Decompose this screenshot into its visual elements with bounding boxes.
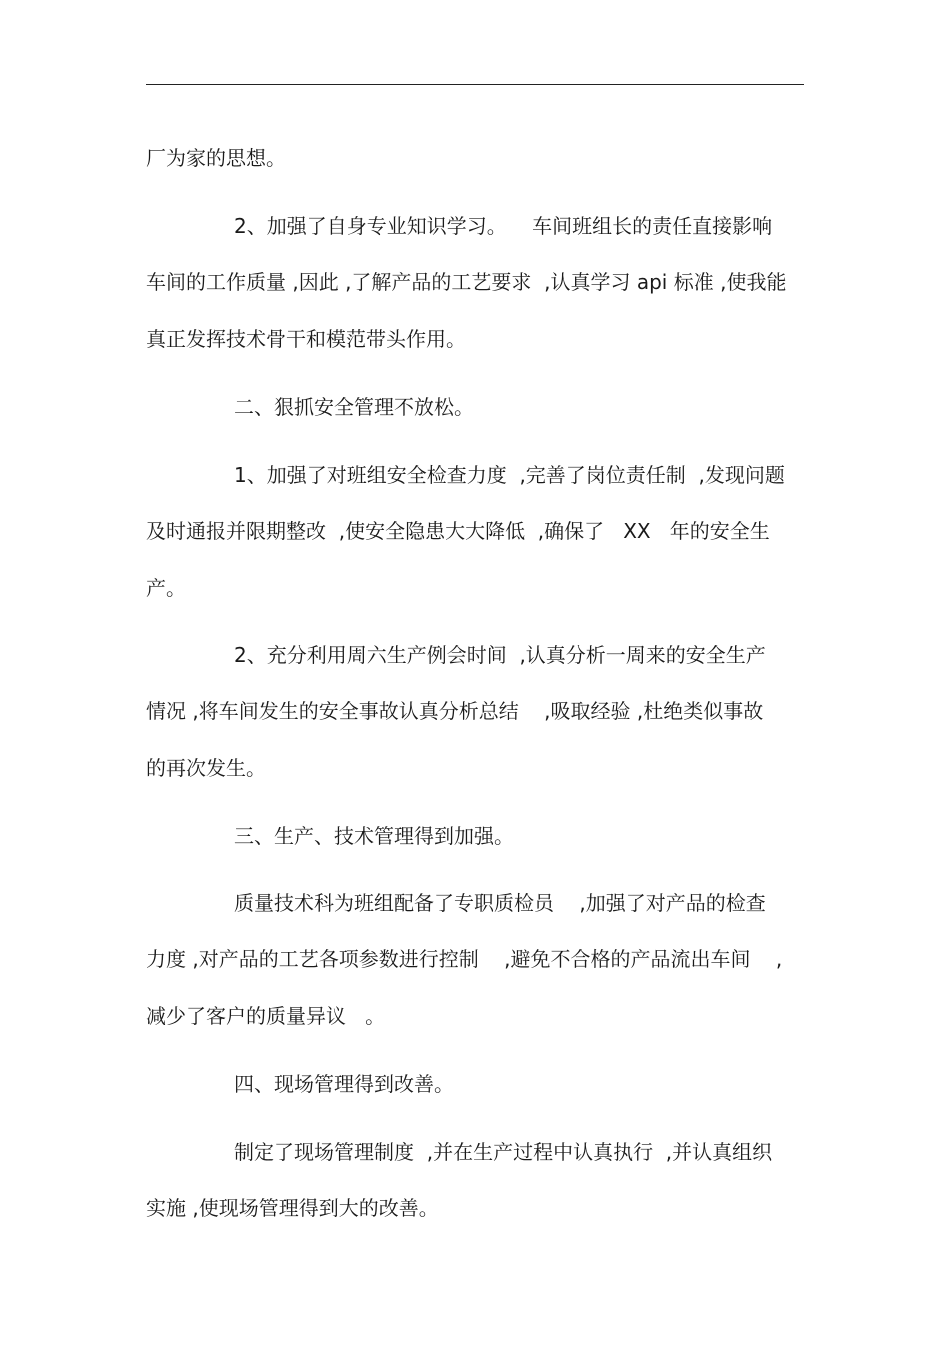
section-heading: 三、生产、技术管理得到加强。 bbox=[234, 824, 514, 848]
text-line: 2、充分利用周六生产例会时间 ,认真分析一周来的安全生产 bbox=[234, 643, 766, 667]
text-line: 1、加强了对班组安全检查力度 ,完善了岗位责任制 ,发现问题 bbox=[234, 463, 785, 487]
text-line: 制定了现场管理制度 ,并在生产过程中认真执行 ,并认真组织 bbox=[234, 1140, 773, 1164]
text-line: 产。 bbox=[146, 576, 186, 600]
text-line: 力度 ,对产品的工艺各项参数进行控制 ,避免不合格的产品流出车间 , bbox=[146, 947, 783, 971]
text-line: 及时通报并限期整改 ,使安全隐患大大降低 ,确保了 XX 年的安全生 bbox=[146, 519, 770, 543]
text-line: 质量技术科为班组配备了专职质检员 ,加强了对产品的检查 bbox=[234, 891, 766, 915]
text-line: 2、加强了自身专业知识学习。 车间班组长的责任直接影响 bbox=[234, 214, 773, 238]
text-line: 真正发挥技术骨干和模范带头作用。 bbox=[146, 327, 466, 351]
section-heading: 四、现场管理得到改善。 bbox=[234, 1072, 454, 1096]
section-heading: 二、狠抓安全管理不放松。 bbox=[234, 395, 474, 419]
text-line: 情况 ,将车间发生的安全事故认真分析总结 ,吸取经验 ,杜绝类似事故 bbox=[146, 699, 764, 723]
text-line: 的再次发生。 bbox=[146, 756, 266, 780]
text-line: 实施 ,使现场管理得到大的改善。 bbox=[146, 1196, 439, 1220]
text-line: 车间的工作质量 ,因此 ,了解产品的工艺要求 ,认真学习 api 标准 ,使我能 bbox=[146, 270, 787, 294]
text-line: 厂为家的思想。 bbox=[146, 146, 286, 170]
text-line: 减少了客户的质量异议 。 bbox=[146, 1004, 386, 1028]
header-rule bbox=[146, 84, 804, 85]
